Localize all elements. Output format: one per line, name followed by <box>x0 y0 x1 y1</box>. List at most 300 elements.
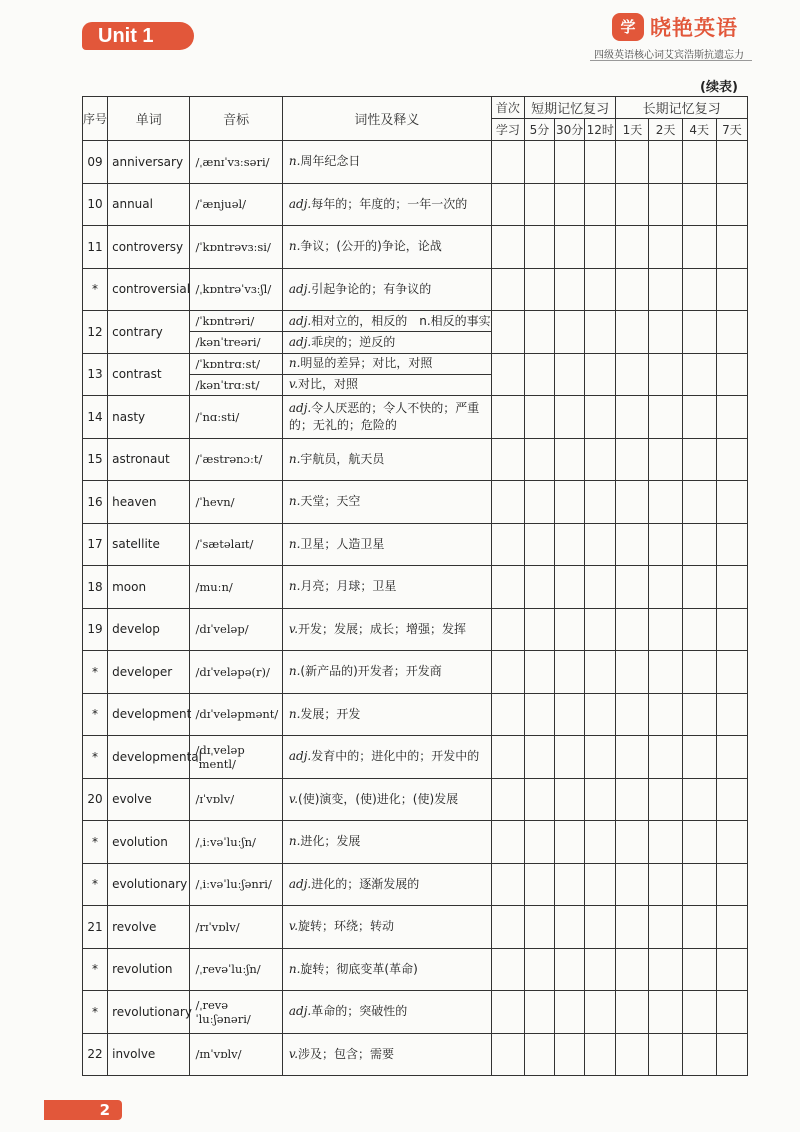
review-checkbox-cell[interactable] <box>682 1033 716 1076</box>
review-checkbox-cell[interactable] <box>555 226 585 269</box>
review-checkbox-cell[interactable] <box>682 141 716 184</box>
review-checkbox-cell[interactable] <box>555 736 585 779</box>
review-checkbox-cell[interactable] <box>616 778 649 821</box>
header-4day: 4天 <box>682 119 716 141</box>
review-checkbox-cell[interactable] <box>616 906 649 949</box>
review-checkbox-cell[interactable] <box>491 948 524 991</box>
review-checkbox-cell[interactable] <box>616 566 649 609</box>
review-checkbox-cell[interactable] <box>716 991 747 1034</box>
definition-cell <box>282 736 491 779</box>
review-checkbox-cell[interactable] <box>585 948 616 991</box>
review-checkbox-cell[interactable] <box>649 651 682 694</box>
review-checkbox-cell[interactable] <box>716 523 747 566</box>
definition-text: (新产品的)开发者；开发商 <box>300 664 442 679</box>
table-row <box>83 948 748 991</box>
review-checkbox-cell[interactable] <box>491 481 524 524</box>
review-checkbox-cell[interactable] <box>585 863 616 906</box>
review-checkbox-cell[interactable] <box>682 778 716 821</box>
table-row <box>83 566 748 609</box>
review-checkbox-cell[interactable] <box>716 183 747 226</box>
definition-cell <box>282 311 491 332</box>
review-checkbox-cell[interactable] <box>555 1033 585 1076</box>
review-checkbox-cell[interactable] <box>682 608 716 651</box>
phonetic-cell: /ˌænɪˈvɜːsəri/ <box>190 141 282 184</box>
review-checkbox-cell[interactable] <box>649 183 682 226</box>
definition-cell <box>282 332 491 353</box>
row-number: 16 <box>83 481 108 524</box>
part-of-speech: adj. <box>288 281 312 296</box>
row-number: 12 <box>83 311 108 354</box>
review-checkbox-cell[interactable] <box>524 651 554 694</box>
review-checkbox-cell[interactable] <box>616 608 649 651</box>
header-first-study-bottom: 学习 <box>491 119 524 141</box>
phonetic-cell: /rɪˈvɒlv/ <box>190 906 282 949</box>
review-checkbox-cell[interactable] <box>682 396 716 439</box>
review-checkbox-cell[interactable] <box>524 821 554 864</box>
review-checkbox-cell[interactable] <box>716 481 747 524</box>
word-cell: evolution <box>108 821 190 864</box>
review-checkbox-cell[interactable] <box>524 948 554 991</box>
review-checkbox-cell[interactable] <box>491 566 524 609</box>
review-checkbox-cell[interactable] <box>682 651 716 694</box>
definition-text: 明显的差异；对比，对照 <box>300 356 433 371</box>
review-checkbox-cell[interactable] <box>716 863 747 906</box>
review-checkbox-cell[interactable] <box>585 438 616 481</box>
phonetic-cell: /muːn/ <box>190 566 282 609</box>
review-checkbox-cell[interactable] <box>616 736 649 779</box>
review-checkbox-cell[interactable] <box>716 311 747 354</box>
brand-logo-icon: 学 <box>612 13 644 41</box>
part-of-speech: n. <box>288 834 301 849</box>
definition-text: 旋转；环绕；转动 <box>298 919 395 934</box>
phonetic-cell: /ˈkɒntrəri/ <box>190 311 282 332</box>
row-number: 15 <box>83 438 108 481</box>
review-checkbox-cell[interactable] <box>491 141 524 184</box>
review-checkbox-cell[interactable] <box>555 523 585 566</box>
review-checkbox-cell[interactable] <box>716 1033 747 1076</box>
phonetic-cell: /ˈhevn/ <box>190 481 282 524</box>
review-checkbox-cell[interactable] <box>555 651 585 694</box>
part-of-speech: n. <box>288 961 301 976</box>
table-row <box>83 523 748 566</box>
review-checkbox-cell[interactable] <box>649 693 682 736</box>
review-checkbox-cell[interactable] <box>616 481 649 524</box>
review-checkbox-cell[interactable] <box>555 268 585 311</box>
review-checkbox-cell[interactable] <box>649 353 682 396</box>
review-checkbox-cell[interactable] <box>616 651 649 694</box>
brand-subtitle: 四级英语核心词艾宾浩斯抗遗忘力 <box>594 50 744 61</box>
review-checkbox-cell[interactable] <box>682 353 716 396</box>
review-checkbox-cell[interactable] <box>555 566 585 609</box>
table-row <box>83 651 748 694</box>
review-checkbox-cell[interactable] <box>555 311 585 354</box>
definition-cell <box>282 906 491 949</box>
review-checkbox-cell[interactable] <box>616 396 649 439</box>
part-of-speech: n. <box>288 451 301 466</box>
review-checkbox-cell[interactable] <box>716 226 747 269</box>
phonetic-cell: /ˌkɒntrəˈvɜːʃl/ <box>190 268 282 311</box>
review-checkbox-cell[interactable] <box>716 608 747 651</box>
review-checkbox-cell[interactable] <box>616 821 649 864</box>
word-cell: evolutionary <box>108 863 190 906</box>
review-checkbox-cell[interactable] <box>491 226 524 269</box>
review-checkbox-cell[interactable] <box>491 863 524 906</box>
definition-cell <box>282 141 491 184</box>
word-cell: contrast <box>108 353 190 396</box>
row-number: 09 <box>83 141 108 184</box>
review-checkbox-cell[interactable] <box>585 141 616 184</box>
phonetic-cell: /ɪˈvɒlv/ <box>190 778 282 821</box>
phonetic-cell: /kənˈtreəri/ <box>190 332 282 353</box>
definition-text: 周年纪念日 <box>300 154 361 169</box>
review-checkbox-cell[interactable] <box>585 311 616 354</box>
word-cell: contrary <box>108 311 190 354</box>
part-of-speech: adj. <box>288 196 312 211</box>
review-checkbox-cell[interactable] <box>555 183 585 226</box>
review-checkbox-cell[interactable] <box>616 268 649 311</box>
review-checkbox-cell[interactable] <box>682 311 716 354</box>
phonetic-cell: /kənˈtrɑːst/ <box>190 374 282 395</box>
review-checkbox-cell[interactable] <box>716 736 747 779</box>
definition-text: 每年的；年度的；一年一次的 <box>311 196 468 211</box>
review-checkbox-cell[interactable] <box>716 906 747 949</box>
review-checkbox-cell[interactable] <box>682 948 716 991</box>
review-checkbox-cell[interactable] <box>616 1033 649 1076</box>
review-checkbox-cell[interactable] <box>524 906 554 949</box>
review-checkbox-cell[interactable] <box>585 566 616 609</box>
review-checkbox-cell[interactable] <box>649 778 682 821</box>
review-checkbox-cell[interactable] <box>682 183 716 226</box>
review-checkbox-cell[interactable] <box>491 906 524 949</box>
review-checkbox-cell[interactable] <box>716 821 747 864</box>
review-checkbox-cell[interactable] <box>616 991 649 1034</box>
phonetic-cell: /ˈkɒntrəvɜːsi/ <box>190 226 282 269</box>
row-number: * <box>83 736 108 779</box>
review-checkbox-cell[interactable] <box>682 693 716 736</box>
review-checkbox-cell[interactable] <box>682 566 716 609</box>
part-of-speech: adj. <box>288 749 312 764</box>
definition-cell <box>282 863 491 906</box>
review-checkbox-cell[interactable] <box>555 693 585 736</box>
review-checkbox-cell[interactable] <box>649 523 682 566</box>
part-of-speech: n. <box>288 356 301 371</box>
row-number: * <box>83 693 108 736</box>
definition-cell <box>282 396 491 439</box>
definition-cell <box>282 991 491 1034</box>
review-checkbox-cell[interactable] <box>682 226 716 269</box>
review-checkbox-cell[interactable] <box>524 226 554 269</box>
review-checkbox-cell[interactable] <box>649 1033 682 1076</box>
review-checkbox-cell[interactable] <box>491 268 524 311</box>
review-checkbox-cell[interactable] <box>585 906 616 949</box>
part-of-speech: v. <box>288 377 299 392</box>
review-checkbox-cell[interactable] <box>555 353 585 396</box>
review-checkbox-cell[interactable] <box>524 183 554 226</box>
review-checkbox-cell[interactable] <box>524 991 554 1034</box>
definition-text: 令人厌恶的；令人不快的；严重的；无礼的；危险的 <box>288 400 480 432</box>
review-checkbox-cell[interactable] <box>491 736 524 779</box>
review-checkbox-cell[interactable] <box>616 438 649 481</box>
review-checkbox-cell[interactable] <box>491 778 524 821</box>
definition-cell <box>282 778 491 821</box>
review-checkbox-cell[interactable] <box>524 693 554 736</box>
row-number: * <box>83 268 108 311</box>
definition-cell <box>282 374 491 395</box>
word-cell: nasty <box>108 396 190 439</box>
definition-text: 发展；开发 <box>300 706 361 721</box>
review-checkbox-cell[interactable] <box>716 948 747 991</box>
review-checkbox-cell[interactable] <box>524 566 554 609</box>
review-checkbox-cell[interactable] <box>616 693 649 736</box>
review-checkbox-cell[interactable] <box>555 481 585 524</box>
table-row <box>83 311 748 332</box>
header-5min: 5分 <box>524 119 554 141</box>
review-checkbox-cell[interactable] <box>491 651 524 694</box>
review-checkbox-cell[interactable] <box>649 948 682 991</box>
review-checkbox-cell[interactable] <box>716 268 747 311</box>
definition-text: 争议；(公开的)争论，论战 <box>300 239 442 254</box>
review-checkbox-cell[interactable] <box>585 651 616 694</box>
review-checkbox-cell[interactable] <box>682 991 716 1034</box>
definition-text: 对比，对照 <box>298 377 359 392</box>
review-checkbox-cell[interactable] <box>491 353 524 396</box>
definition-text: 乖戾的；逆反的 <box>311 334 396 349</box>
review-checkbox-cell[interactable] <box>616 863 649 906</box>
review-checkbox-cell[interactable] <box>649 396 682 439</box>
review-checkbox-cell[interactable] <box>585 821 616 864</box>
header-long-term: 长期记忆复习 <box>616 97 748 119</box>
review-checkbox-cell[interactable] <box>555 863 585 906</box>
word-cell: developmental <box>108 736 190 779</box>
review-checkbox-cell[interactable] <box>616 948 649 991</box>
review-checkbox-cell[interactable] <box>682 438 716 481</box>
review-checkbox-cell[interactable] <box>555 141 585 184</box>
review-checkbox-cell[interactable] <box>682 821 716 864</box>
review-checkbox-cell[interactable] <box>649 311 682 354</box>
review-checkbox-cell[interactable] <box>649 608 682 651</box>
review-checkbox-cell[interactable] <box>491 523 524 566</box>
review-checkbox-cell[interactable] <box>585 268 616 311</box>
review-checkbox-cell[interactable] <box>649 736 682 779</box>
definition-text: 卫星；人造卫星 <box>300 536 385 551</box>
review-checkbox-cell[interactable] <box>616 183 649 226</box>
definition-cell <box>282 226 491 269</box>
word-cell: moon <box>108 566 190 609</box>
header-12h: 12时 <box>585 119 616 141</box>
review-checkbox-cell[interactable] <box>649 821 682 864</box>
review-checkbox-cell[interactable] <box>649 438 682 481</box>
review-checkbox-cell[interactable] <box>555 608 585 651</box>
phonetic-cell: /ˈsætəlaɪt/ <box>190 523 282 566</box>
review-checkbox-cell[interactable] <box>649 906 682 949</box>
phonetic-cell: /ˈkɒntrɑːst/ <box>190 353 282 374</box>
part-of-speech: adj. <box>288 1004 312 1019</box>
part-of-speech: v. <box>288 621 299 636</box>
word-cell: develop <box>108 608 190 651</box>
vocabulary-table <box>82 96 748 1076</box>
review-checkbox-cell[interactable] <box>524 481 554 524</box>
review-checkbox-cell[interactable] <box>491 693 524 736</box>
phonetic-cell: /ˌrevəˈluːʃənəri/ <box>190 991 282 1034</box>
review-checkbox-cell[interactable] <box>716 141 747 184</box>
review-checkbox-cell[interactable] <box>682 863 716 906</box>
review-checkbox-cell[interactable] <box>616 141 649 184</box>
phonetic-cell: /ˈæstrənɔːt/ <box>190 438 282 481</box>
phonetic-cell: /dɪˈveləp/ <box>190 608 282 651</box>
word-cell: development <box>108 693 190 736</box>
review-checkbox-cell[interactable] <box>716 353 747 396</box>
review-checkbox-cell[interactable] <box>555 948 585 991</box>
review-checkbox-cell[interactable] <box>491 183 524 226</box>
review-checkbox-cell[interactable] <box>555 396 585 439</box>
row-number: * <box>83 863 108 906</box>
definition-cell <box>282 1033 491 1076</box>
header-2day: 2天 <box>649 119 682 141</box>
review-checkbox-cell[interactable] <box>616 311 649 354</box>
review-checkbox-cell[interactable] <box>585 1033 616 1076</box>
review-checkbox-cell[interactable] <box>524 353 554 396</box>
review-checkbox-cell[interactable] <box>524 268 554 311</box>
review-checkbox-cell[interactable] <box>491 311 524 354</box>
review-checkbox-cell[interactable] <box>585 396 616 439</box>
review-checkbox-cell[interactable] <box>524 311 554 354</box>
review-checkbox-cell[interactable] <box>555 438 585 481</box>
page-number: 2 <box>44 1100 122 1120</box>
part-of-speech: n. <box>288 706 301 721</box>
review-checkbox-cell[interactable] <box>585 183 616 226</box>
definition-text: 涉及；包含；需要 <box>298 1046 395 1061</box>
definition-text: 宇航员，航天员 <box>300 451 385 466</box>
definition-cell <box>282 353 491 374</box>
phonetic-cell: /ɪnˈvɒlv/ <box>190 1033 282 1076</box>
review-checkbox-cell[interactable] <box>555 906 585 949</box>
review-checkbox-cell[interactable] <box>491 821 524 864</box>
table-row <box>83 1033 748 1076</box>
review-checkbox-cell[interactable] <box>585 778 616 821</box>
word-cell: controversial <box>108 268 190 311</box>
phonetic-cell: /ˈnɑːsti/ <box>190 396 282 439</box>
part-of-speech: v. <box>288 919 299 934</box>
review-checkbox-cell[interactable] <box>616 523 649 566</box>
header-first-study-top: 首次 <box>491 97 524 119</box>
definition-cell <box>282 948 491 991</box>
definition-text: 天堂；天空 <box>300 494 361 509</box>
review-checkbox-cell[interactable] <box>682 906 716 949</box>
phonetic-cell: /ˈænjuəl/ <box>190 183 282 226</box>
word-cell: involve <box>108 1033 190 1076</box>
review-checkbox-cell[interactable] <box>524 608 554 651</box>
review-checkbox-cell[interactable] <box>524 396 554 439</box>
review-checkbox-cell[interactable] <box>585 736 616 779</box>
review-checkbox-cell[interactable] <box>555 778 585 821</box>
row-number: * <box>83 651 108 694</box>
review-checkbox-cell[interactable] <box>649 566 682 609</box>
review-checkbox-cell[interactable] <box>682 736 716 779</box>
header-no: 序号 <box>83 97 108 141</box>
review-checkbox-cell[interactable] <box>555 991 585 1034</box>
review-checkbox-cell[interactable] <box>716 396 747 439</box>
review-checkbox-cell[interactable] <box>616 226 649 269</box>
review-checkbox-cell[interactable] <box>649 991 682 1034</box>
review-checkbox-cell[interactable] <box>649 481 682 524</box>
review-checkbox-cell[interactable] <box>649 268 682 311</box>
review-checkbox-cell[interactable] <box>524 523 554 566</box>
table-row <box>83 396 748 439</box>
review-checkbox-cell[interactable] <box>524 1033 554 1076</box>
part-of-speech: v. <box>288 791 299 806</box>
review-checkbox-cell[interactable] <box>716 651 747 694</box>
part-of-speech: n. <box>288 536 301 551</box>
table-row <box>83 906 748 949</box>
review-checkbox-cell[interactable] <box>585 353 616 396</box>
review-checkbox-cell[interactable] <box>649 226 682 269</box>
definition-text: 发育中的；进化中的；开发中的 <box>311 749 480 764</box>
review-checkbox-cell[interactable] <box>682 481 716 524</box>
review-checkbox-cell[interactable] <box>524 736 554 779</box>
table-row <box>83 226 748 269</box>
review-checkbox-cell[interactable] <box>555 821 585 864</box>
review-checkbox-cell[interactable] <box>491 1033 524 1076</box>
part-of-speech: n. <box>288 579 301 594</box>
word-cell: developer <box>108 651 190 694</box>
definition-cell <box>282 693 491 736</box>
word-cell: revolve <box>108 906 190 949</box>
brand-logo-group <box>612 12 738 42</box>
review-checkbox-cell[interactable] <box>585 608 616 651</box>
review-checkbox-cell[interactable] <box>524 863 554 906</box>
review-checkbox-cell[interactable] <box>716 778 747 821</box>
header-30min: 30分 <box>555 119 585 141</box>
table-row <box>83 991 748 1034</box>
part-of-speech: adj. <box>288 400 312 415</box>
review-checkbox-cell[interactable] <box>585 226 616 269</box>
definition-cell <box>282 523 491 566</box>
review-checkbox-cell[interactable] <box>682 268 716 311</box>
review-checkbox-cell[interactable] <box>585 481 616 524</box>
review-checkbox-cell[interactable] <box>649 141 682 184</box>
review-checkbox-cell[interactable] <box>524 778 554 821</box>
part-of-speech: n. <box>288 154 301 169</box>
review-checkbox-cell[interactable] <box>491 438 524 481</box>
review-checkbox-cell[interactable] <box>716 438 747 481</box>
review-checkbox-cell[interactable] <box>585 693 616 736</box>
part-of-speech: n. <box>288 494 301 509</box>
review-checkbox-cell[interactable] <box>585 991 616 1034</box>
word-cell: evolve <box>108 778 190 821</box>
review-checkbox-cell[interactable] <box>491 991 524 1034</box>
review-checkbox-cell[interactable] <box>524 141 554 184</box>
review-checkbox-cell[interactable] <box>649 863 682 906</box>
review-checkbox-cell[interactable] <box>716 693 747 736</box>
review-checkbox-cell[interactable] <box>491 608 524 651</box>
review-checkbox-cell[interactable] <box>524 438 554 481</box>
table-row <box>83 438 748 481</box>
definition-text: 月亮；月球；卫星 <box>300 579 397 594</box>
review-checkbox-cell[interactable] <box>585 523 616 566</box>
review-checkbox-cell[interactable] <box>491 396 524 439</box>
review-checkbox-cell[interactable] <box>682 523 716 566</box>
row-number: 17 <box>83 523 108 566</box>
definition-cell <box>282 651 491 694</box>
part-of-speech: v. <box>288 1046 299 1061</box>
unit-badge: Unit 1 <box>82 22 194 50</box>
review-checkbox-cell[interactable] <box>616 353 649 396</box>
table-row <box>83 141 748 184</box>
definition-cell <box>282 183 491 226</box>
row-number: * <box>83 948 108 991</box>
phonetic-cell: /ˌrevəˈluːʃn/ <box>190 948 282 991</box>
review-checkbox-cell[interactable] <box>716 566 747 609</box>
